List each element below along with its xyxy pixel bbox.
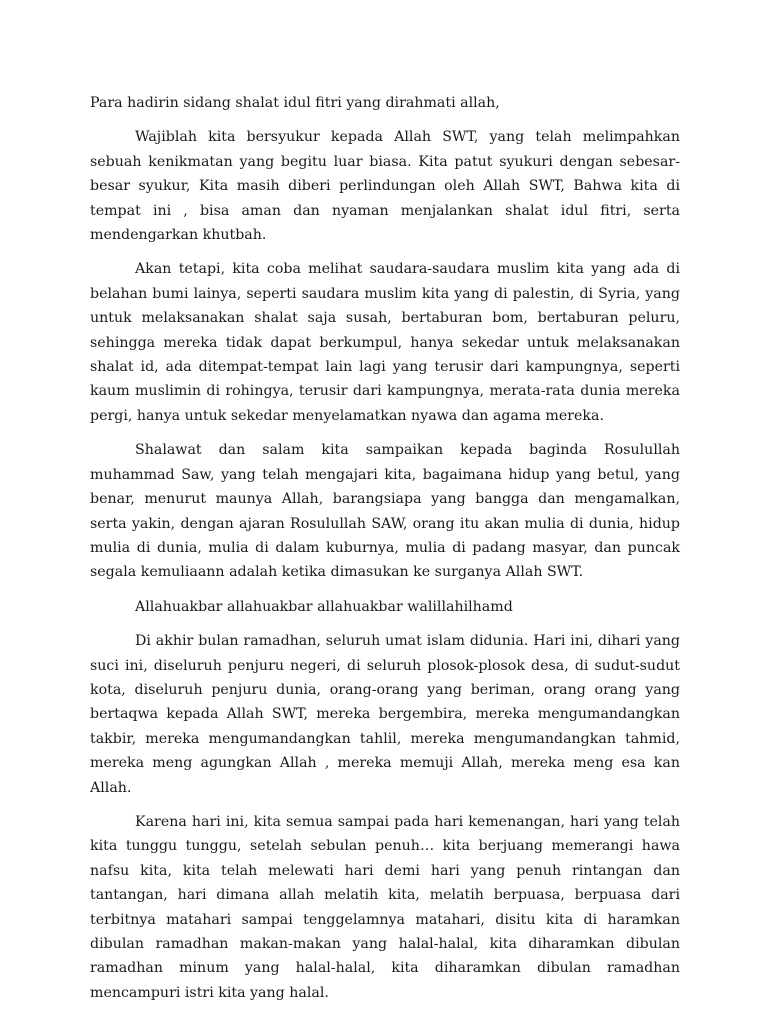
paragraph-day-of-victory: Karena hari ini, kita semua sampai pada hari kemenangan, hari yang telah kita tunggu tunggu, setelah sebulan penuh… kita berjuang memerangi hawa nafsu kita, kita telah melewati hari demi hari yang penuh rintangan dan tantangan, hari dimana allah melatih kita, melatih berpuasa, berpuasa dari terbitnya matahari sampai tenggelamnya matahari, disitu kita di haramkan dibulan ramadhan makan-makan yang halal-halal, kita diharamkan dibulan ramadhan minum yang halal-halal, kita diharamkan dibulan ramadhan mencampuri istri kita yang halal. [90, 813, 680, 1001]
document-body [90, 91, 680, 1015]
paragraph-takbir: Allahuakbar allahuakbar allahuakbar walillahilhamd [135, 598, 513, 615]
paragraph-shalawat: Shalawat dan salam kita sampaikan kepada baginda Rosulullah muhammad Saw, yang telah mengajari kita, bagaimana hidup yang betul, yang benar, menurut maunya Allah, barangsiapa yang bangga dan mengamalkan, serta yakin, dengan ajaran Rosulullah SAW, orang itu akan mulia di dunia, hidup mulia di dunia, mulia di dalam kuburnya, mulia di padang masyar, dan puncak segala kemuliaann adalah ketika dimasukan ke surganya Allah SWT. [90, 442, 680, 581]
paragraph-muslim-brothers: Akan tetapi, kita coba melihat saudara-saudara muslim kita yang ada di belahan bumi lainya, seperti saudara muslim kita yang di palestin, di Syria, yang untuk melaksanakan shalat saja susah, bertaburan bom, bertaburan peluru, sehingga mereka tidak dapat berkumpul, hanya sekedar untuk melaksanakan shalat id, ada ditempat-tempat lain lagi yang terusir dari kampungnya, seperti kaum muslimin di rohingya, terusir dari kampungnya, merata-rata dunia mereka pergi, hanya untuk sekedar menyelamatkan nyawa dan agama mereka. [90, 261, 680, 424]
opening-greeting: Para hadirin sidang shalat idul fitri yang dirahmati allah, [90, 95, 500, 111]
paragraph-gratitude: Wajiblah kita bersyukur kepada Allah SWT, yang telah melimpahkan sebuah kenikmatan yang begitu luar biasa. Kita patut syukuri dengan sebesar-besar syukur, Kita masih diberi perlindungan oleh Allah SWT, Bahwa kita di tempat ini , bisa aman dan nyaman menjalankan shalat idul fitri, serta mendengarkan khutbah. [90, 129, 680, 244]
paragraph-end-of-ramadhan: Di akhir bulan ramadhan, seluruh umat islam didunia. Hari ini, dihari yang suci ini, diseluruh penjuru negeri, di seluruh plosok-plosok desa, di sudut-sudut kota, diseluruh penjuru dunia, orang-orang yang beriman, orang orang yang bertaqwa kepada Allah SWT, mereka bergembira, mereka mengumandangkan takbir, mereka mengumandangkan tahlil, mereka mengumandangkan tahmid, mereka meng agungkan Allah , mereka memuji Allah, mereka meng esa kan Allah. [90, 633, 680, 796]
